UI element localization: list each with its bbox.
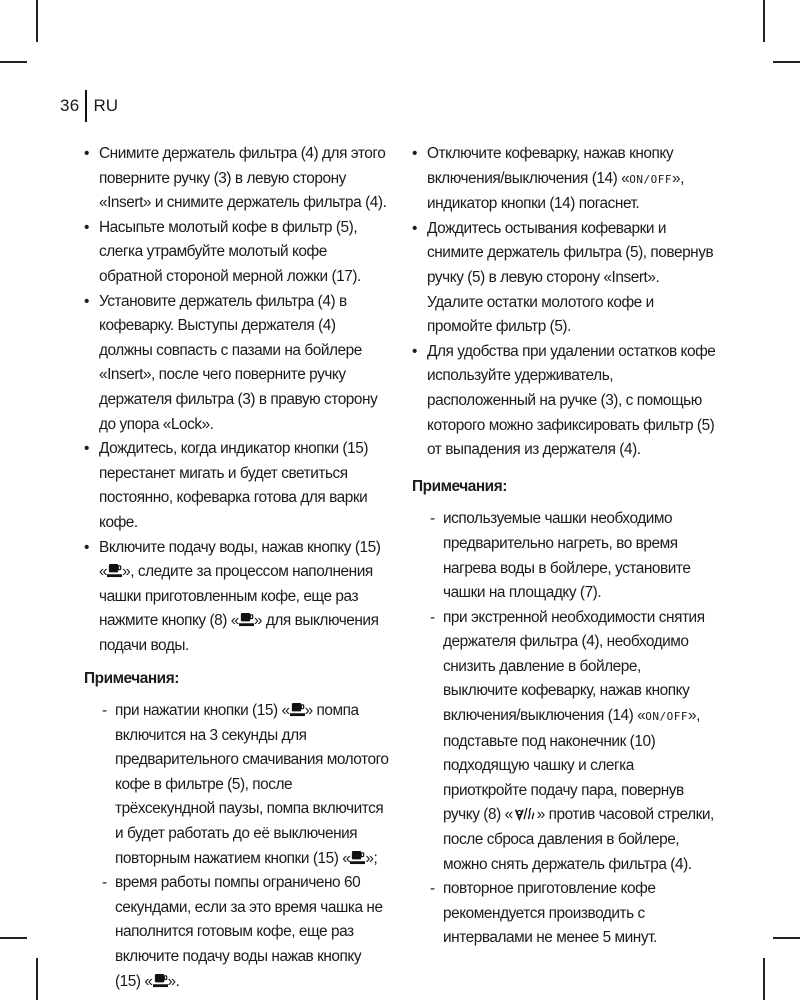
crop-mark <box>36 0 38 42</box>
header-divider <box>85 90 87 122</box>
list-item: • Насыпьте молотый кофе в фильтр (5), слегка утрамбуйте молотый кофе обратной стороной мерной ложки (17). <box>84 216 390 290</box>
right-notes-list <box>428 507 718 951</box>
list-item: • Дождитесь остывания кофеварки и снимите держатель фильтра (5), повернув ручку (5) в левую сторону «Insert». Удалите остатки молотого кофе и промойте фильтр (5). <box>412 217 718 340</box>
list-item: - время работы помпы ограничено 60 секундами, если за это время чашка не наполнится готовым кофе, еще раз включите подачу воды нажав кнопку (15) « ». <box>100 871 390 994</box>
list-item: • Включите подачу воды, нажав кнопку (15) « », следите за процессом наполнения чашки приготовленным кофе, еще раз нажмите кнопку (8) « » для выключения подачи воды. <box>84 536 390 659</box>
on-off-label: ON/OFF <box>629 172 672 186</box>
crop-mark <box>0 61 27 63</box>
crop-mark <box>36 958 38 1000</box>
right-column <box>412 142 718 951</box>
coffee-cup-icon <box>239 612 254 627</box>
list-item: • Дождитесь, когда индикатор кнопки (15) перестанет мигать и будет светиться постоянно, кофеварка готова для варки кофе. <box>84 437 390 535</box>
page-header <box>60 90 118 122</box>
coffee-cup-icon <box>350 850 365 865</box>
left-steps-list <box>84 142 390 658</box>
page-number: 36 <box>60 96 80 115</box>
notes-heading: Примечания: <box>84 670 179 688</box>
list-item: • Снимите держатель фильтра (4) для этого поверните ручку (3) в левую сторону «Insert» и снимите держатель фильтра (4). <box>84 142 390 216</box>
left-column <box>84 142 390 994</box>
list-item: - при нажатии кнопки (15) « » помпа включится на 3 секунды для предварительного смачивания молотого кофе в фильтре (5), после трёхсекундной паузы, помпа включится и будет работать до её выключения повторным нажатием кнопки (15) « »; <box>100 699 390 871</box>
on-off-label: ON/OFF <box>645 710 688 724</box>
list-item: - повторное приготовление кофе рекомендуется производить с интервалами не менее 5 минут. <box>428 877 718 951</box>
coffee-cup-icon <box>107 563 122 578</box>
steam-valve-icon <box>513 806 537 821</box>
right-steps-list <box>412 142 718 463</box>
crop-mark <box>773 937 800 939</box>
coffee-cup-icon <box>290 702 305 717</box>
crop-mark <box>763 0 765 42</box>
list-item: • Установите держатель фильтра (4) в кофеварку. Выступы держателя (4) должны совпасть с пазами на бойлере «Insert», после чего поверните ручку держателя фильтра (3) в правую сторону до упора «Lock». <box>84 290 390 438</box>
left-notes-list <box>100 699 390 994</box>
list-item: • Для удобства при удалении остатков кофе используйте удерживатель, расположенный на ручке (3), с помощью которого можно зафиксировать фильтр (5) от выпадения из держателя (4). <box>412 340 718 463</box>
crop-mark <box>763 958 765 1000</box>
list-item: - при экстренной необходимости снятия держателя фильтра (4), необходимо снизить давление в бойлере, выключите кофеварку, нажав кнопку включения/выключения (14) «ON/OFF», подставьте под наконечник (10) подходящую чашку и слегка приоткройте подачу пара, повернув ручку (8) « » против часовой стрелки, после сброса давления в бойлере, можно снять держатель фильтра (4). <box>428 606 718 878</box>
list-item: - используемые чашки необходимо предварительно нагреть, во время нагрева воды в бойлере, установите чашки на площадку (7). <box>428 507 718 605</box>
crop-mark <box>773 61 800 63</box>
language-code: RU <box>93 96 119 115</box>
list-item: • Отключите кофеварку, нажав кнопку включения/выключения (14) «ON/OFF», индикатор кнопки (14) погаснет. <box>412 142 718 217</box>
coffee-cup-icon <box>153 973 168 988</box>
crop-mark <box>0 937 27 939</box>
notes-heading: Примечания: <box>412 477 507 495</box>
